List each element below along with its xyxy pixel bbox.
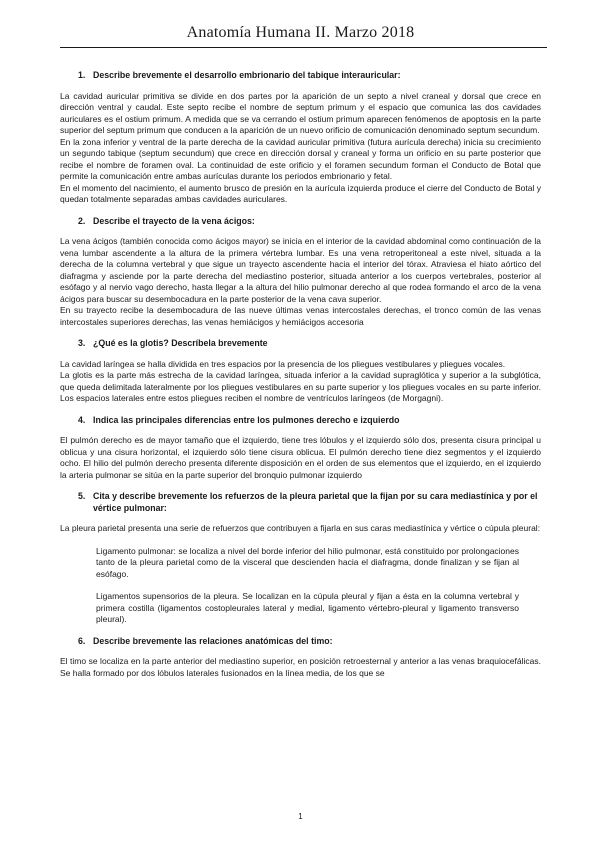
question-4-heading <box>78 415 541 427</box>
indented-paragraph: Ligamentos supensorios de la pleura. Se localizan en la cúpula pleural y fijan a ésta en la columna vertebral y primera costilla (ligamentos costopleurales lateral y medial, ligamento vértebro-pleural y ligamento transverso pleural). <box>96 591 519 624</box>
question-2-heading <box>78 216 541 228</box>
question-title: Describe el trayecto de la vena ácigos: <box>93 215 255 226</box>
answer-paragraph: El timo se localiza en la parte anterior del mediastino superior, en posición retroesternal y anterior a las venas braquiocefálicas. Se halla formado por dos lóbulos laterales fusionados en la línea media, de los que se <box>60 656 541 678</box>
question-number: 4. <box>78 414 86 425</box>
answer-paragraph: La pleura parietal presenta una serie de refuerzos que contribuyen a fijarla en sus caras mediastínica y vértice o cúpula pleural: <box>60 523 541 533</box>
spacer <box>60 535 541 546</box>
answer-paragraph: En el momento del nacimiento, el aumento brusco de presión en la aurícula izquierda produce el cierre del Conducto de Botal y quedan totalmente separadas ambas cavidades auriculares. <box>60 182 541 204</box>
question-title: Describe brevemente las relaciones anatómicas del timo: <box>93 635 333 646</box>
question-number: 3. <box>78 338 86 348</box>
page-number: 1 <box>298 812 303 821</box>
question-number: 5. <box>78 491 86 501</box>
question-number: 2. <box>78 215 86 226</box>
question-number: 1. <box>78 70 86 80</box>
answer-paragraph: En su trayecto recibe la desembocadura de las nueve últimas venas intercostales derechas, el tronco común de las venas intercostales superiores derechas, las venas hemiácigos y hemiácigos accesoria <box>60 305 541 327</box>
answer-paragraph: El pulmón derecho es de mayor tamaño que el izquierdo, tiene tres lóbulos y el izquierdo sólo dos, presenta cisura principal u oblicua y una cisura horizontal, el izquierdo sólo tiene cisura oblicua. El pulmón derecho tiene diez segmentos y el izquierdo ocho. El hilio del pulmón derecho presenta diferente disposición en el orden de sus elementos que el izquierdo, en el izquierdo la arteria pulmonar se sitúa en la parte superior del bronquio pulmonar izquierdo <box>60 435 541 480</box>
question-1-heading <box>78 70 541 82</box>
question-5-heading <box>78 491 541 514</box>
answer-paragraph: La cavidad laríngea se halla dividida en tres espacios por la presencia de los pliegues vestibulares y pliegues vocales. <box>60 358 506 369</box>
question-3-heading <box>78 338 541 350</box>
question-title: Describe brevemente el desarrollo embrionario del tabique interauricular: <box>93 70 401 80</box>
answer-paragraph: En la zona inferior y ventral de la parte derecha de la cavidad auricular primitiva (futura aurícula derecha) inicia su crecimiento un segundo tabique (septum secundum) que crece en dirección dorsal y craneal y forma un orificio en su parte posterior que recibe el nombre de foramen oval. La continuidad de este orificio y el foramen secundum forman el Conducto de Botal que permite la comunicación entre ambas aurículas durante los periodos embrionario y fetal. <box>60 136 541 181</box>
question-number: 6. <box>78 635 86 646</box>
answer-paragraph: La vena ácigos (también conocida como ácigos mayor) se inicia en el interior de la cavidad abdominal como continuación de la vena lumbar ascendente a la altura de la primera vértebra lumbar. Es una vena retroperitoneal a este nivel, situada a la derecha de la columna vertebral y que sigue un trayecto ascendente hacia el interior del tórax. Atraviesa el hiato aórtico del diafragma y asciende por la parte derecha del mediastino posterior, situada anterior a los cuerpos vertebrales, posterior al esófago y al nervio vago derecho, hasta llegar a la altura del hilio pulmonar derecho al que rodea formando el arco de la vena ácigos para buscar su desembocadura en la parte posterior de la vena cava superior. <box>60 236 541 304</box>
answer-paragraph: La cavidad auricular primitiva se divide en dos partes por la aparición de un septo a nivel craneal y dorsal que crece en dirección ventral y caudal. Este septo recibe el nombre de septum primum y el espacio que comunica las dos cavidades auriculares es el ostium primum. A medida que se va cerrando el ostium primum aparecen fenómenos de apoptosis en la parte superior del septum primum que conducen a la aparición de un nuevo orificio de comunicación denominado septum secundum. <box>60 90 541 135</box>
spacer <box>60 580 541 591</box>
header-divider <box>60 47 547 48</box>
document-header-title: Anatomía Humana II. Marzo 2018 <box>186 24 415 41</box>
question-title: Indica las principales diferencias entre los pulmones derecho e izquierdo <box>93 414 400 425</box>
question-title: ¿Qué es la glotis? Descríbela brevemente <box>93 338 268 348</box>
indented-paragraph: Ligamento pulmonar: se localiza a nivel del borde inferior del hilio pulmonar, está constituido por prolongaciones tanto de la pleura parietal como de la visceral que descienden hacia el diafragma, donde finalizan y se fijan al esófago. <box>96 545 519 579</box>
document-body <box>60 70 541 679</box>
question-6-heading <box>78 636 541 648</box>
answer-paragraph: La glotis es la parte más estrecha de la cavidad laríngea, situada inferior a la cavidad supraglótica y superior a la subglótica, que queda delimitada lateralmente por los pliegues vestibulares en su parte superior y los pliegues vocales en su parte inferior. Los espacios laterales entre estos pliegues reciben el nombre de ventrículos laríngeos (de Morgagni). <box>60 370 541 403</box>
question-title: Cita y describe brevemente los refuerzos de la pleura parietal que la fijan por su cara mediastínica y por el vértice pulmonar: <box>93 491 538 513</box>
